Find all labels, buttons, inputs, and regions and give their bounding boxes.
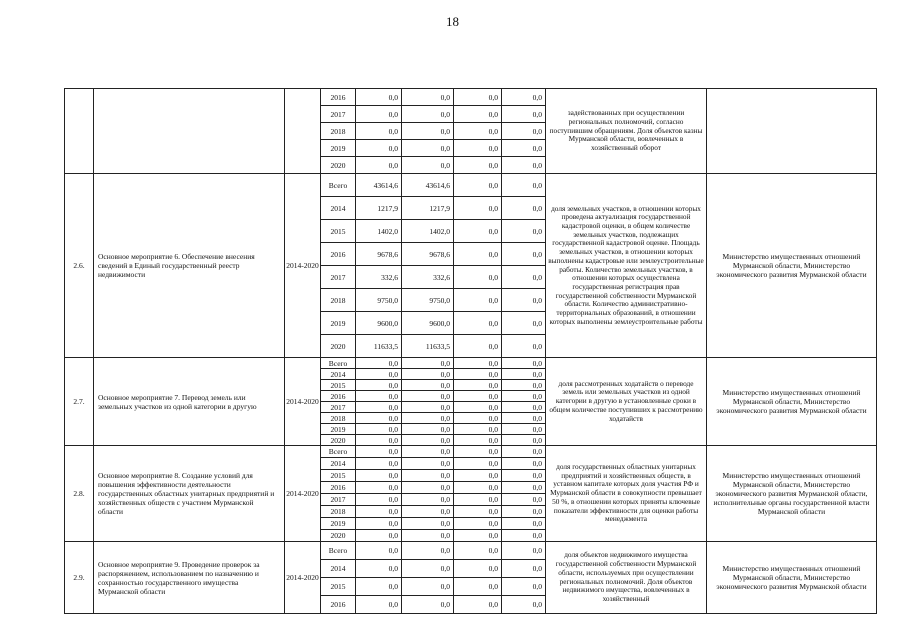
funding-value-cell: 9750,0 bbox=[356, 289, 402, 312]
item-number-cell bbox=[65, 89, 94, 174]
measure-name-cell: Основное мероприятие 9. Проведение проверок за распоряжением, использованием по назначению и сохранностью государственного имущества Мурманской области bbox=[94, 542, 285, 614]
funding-value-cell: 0,0 bbox=[454, 542, 502, 560]
funding-value-cell: 0,0 bbox=[454, 174, 502, 197]
funding-value-cell: 0,0 bbox=[454, 560, 502, 578]
year-cell: 2014 bbox=[321, 197, 356, 220]
funding-value-cell: 0,0 bbox=[454, 446, 502, 458]
funding-value-cell: 0,0 bbox=[454, 518, 502, 530]
funding-value-cell: 1217,9 bbox=[402, 197, 454, 220]
funding-value-cell: 0,0 bbox=[454, 578, 502, 596]
program-table bbox=[64, 88, 877, 614]
funding-value-cell: 0,0 bbox=[502, 518, 546, 530]
year-cell: 2016 bbox=[321, 596, 356, 614]
year-cell: 2018 bbox=[321, 123, 356, 140]
funding-value-cell: 0,0 bbox=[356, 413, 402, 424]
measure-name-cell: Основное мероприятие 7. Перевод земель или земельных участков из одной категории в другую bbox=[94, 358, 285, 446]
funding-value-cell: 0,0 bbox=[402, 518, 454, 530]
funding-value-cell: 0,0 bbox=[454, 424, 502, 435]
year-cell: 2019 bbox=[321, 518, 356, 530]
funding-value-cell: 0,0 bbox=[454, 380, 502, 391]
year-cell: 2020 bbox=[321, 435, 356, 446]
indicator-cell: доля государственных областных унитарных предприятий и хозяйственных обществ, в уставном капитале которых доля участия РФ и Мурманской области в совокупности превышает 50 %, в отношении которых приняты ключевые показатели эффективности для оценки работы менеджмента bbox=[546, 446, 707, 542]
funding-value-cell: 0,0 bbox=[356, 380, 402, 391]
funding-value-cell: 0,0 bbox=[454, 435, 502, 446]
funding-value-cell: 0,0 bbox=[402, 506, 454, 518]
page-number: 18 bbox=[446, 14, 459, 29]
year-cell: 2015 bbox=[321, 380, 356, 391]
funding-value-cell: 0,0 bbox=[402, 402, 454, 413]
year-cell: 2014 bbox=[321, 560, 356, 578]
year-cell: 2016 bbox=[321, 482, 356, 494]
funding-value-cell: 0,0 bbox=[454, 220, 502, 243]
funding-value-cell: 0,0 bbox=[402, 435, 454, 446]
funding-value-cell: 0,0 bbox=[356, 530, 402, 542]
funding-value-cell: 0,0 bbox=[356, 578, 402, 596]
funding-value-cell: 0,0 bbox=[454, 123, 502, 140]
table-row bbox=[65, 174, 877, 197]
funding-value-cell: 0,0 bbox=[356, 106, 402, 123]
funding-value-cell: 0,0 bbox=[502, 435, 546, 446]
funding-value-cell: 0,0 bbox=[502, 89, 546, 106]
funding-value-cell: 0,0 bbox=[502, 289, 546, 312]
funding-value-cell: 0,0 bbox=[402, 542, 454, 560]
funding-value-cell: 0,0 bbox=[402, 391, 454, 402]
funding-value-cell: 0,0 bbox=[454, 335, 502, 358]
funding-value-cell: 1402,0 bbox=[402, 220, 454, 243]
year-cell: 2015 bbox=[321, 578, 356, 596]
funding-value-cell: 0,0 bbox=[454, 106, 502, 123]
year-cell: 2019 bbox=[321, 424, 356, 435]
year-cell: 2017 bbox=[321, 402, 356, 413]
period-cell bbox=[285, 89, 321, 174]
funding-value-cell: 0,0 bbox=[402, 578, 454, 596]
funding-value-cell: 0,0 bbox=[502, 470, 546, 482]
funding-value-cell: 0,0 bbox=[454, 470, 502, 482]
year-cell: 2016 bbox=[321, 391, 356, 402]
funding-value-cell: 0,0 bbox=[454, 530, 502, 542]
funding-value-cell: 0,0 bbox=[502, 358, 546, 369]
funding-value-cell: 0,0 bbox=[402, 123, 454, 140]
funding-value-cell: 0,0 bbox=[356, 506, 402, 518]
executors-cell bbox=[707, 89, 877, 174]
funding-value-cell: 0,0 bbox=[454, 391, 502, 402]
funding-value-cell: 0,0 bbox=[502, 266, 546, 289]
funding-value-cell: 0,0 bbox=[356, 424, 402, 435]
funding-value-cell: 0,0 bbox=[502, 542, 546, 560]
funding-value-cell: 0,0 bbox=[402, 157, 454, 174]
year-cell: 2015 bbox=[321, 470, 356, 482]
funding-value-cell: 0,0 bbox=[454, 413, 502, 424]
year-cell: 2018 bbox=[321, 289, 356, 312]
funding-value-cell: 0,0 bbox=[402, 413, 454, 424]
funding-value-cell: 0,0 bbox=[502, 335, 546, 358]
funding-value-cell: 0,0 bbox=[454, 266, 502, 289]
funding-value-cell: 0,0 bbox=[454, 369, 502, 380]
funding-value-cell: 0,0 bbox=[356, 358, 402, 369]
funding-value-cell: 0,0 bbox=[356, 596, 402, 614]
funding-value-cell: 0,0 bbox=[502, 482, 546, 494]
table-row bbox=[65, 89, 877, 106]
funding-value-cell: 9750,0 bbox=[402, 289, 454, 312]
funding-value-cell: 0,0 bbox=[454, 289, 502, 312]
funding-value-cell: 332,6 bbox=[356, 266, 402, 289]
funding-value-cell: 0,0 bbox=[356, 470, 402, 482]
funding-value-cell: 0,0 bbox=[454, 596, 502, 614]
funding-value-cell: 1217,9 bbox=[356, 197, 402, 220]
table-row bbox=[65, 358, 877, 369]
executors-cell: Министерство имущественных отношений Мурманской области, Министерство экономического развития Мурманской области bbox=[707, 174, 877, 358]
funding-value-cell: 0,0 bbox=[402, 458, 454, 470]
funding-value-cell: 0,0 bbox=[402, 482, 454, 494]
funding-value-cell: 0,0 bbox=[502, 157, 546, 174]
funding-value-cell: 0,0 bbox=[454, 243, 502, 266]
indicator-cell: доля рассмотренных ходатайств о переводе земель или земельных участков из одной категории в другую в установленные сроки в общем количестве поступивших к рассмотрению ходатайств bbox=[546, 358, 707, 446]
funding-value-cell: 0,0 bbox=[356, 123, 402, 140]
funding-value-cell: 0,0 bbox=[356, 458, 402, 470]
funding-value-cell: 0,0 bbox=[502, 243, 546, 266]
item-number-cell: 2.8. bbox=[65, 446, 94, 542]
funding-value-cell: 0,0 bbox=[356, 89, 402, 106]
funding-value-cell: 0,0 bbox=[502, 220, 546, 243]
funding-value-cell: 0,0 bbox=[454, 140, 502, 157]
funding-value-cell: 0,0 bbox=[402, 140, 454, 157]
year-cell: 2014 bbox=[321, 369, 356, 380]
funding-value-cell: 0,0 bbox=[502, 106, 546, 123]
funding-value-cell: 0,0 bbox=[502, 369, 546, 380]
funding-value-cell: 0,0 bbox=[502, 560, 546, 578]
indicator-cell: доля объектов недвижимого имущества государственной собственности Мурманской области, используемых при осуществлении региональных полномочий. Доля объектов недвижимого имущества, вовлеченных в хозяйственный bbox=[546, 542, 707, 614]
indicator-cell: задействованных при осуществлении региональных полномочий, согласно поступившим обращениям. Доля объектов казны Мурманской области, вовлеченных в хозяйственный оборот bbox=[546, 89, 707, 174]
measure-name-cell: Основное мероприятие 8. Создание условий для повышения эффективности деятельности государственных областных унитарных предприятий и хозяйственных обществ с участием Мурманской области bbox=[94, 446, 285, 542]
year-cell: 2020 bbox=[321, 157, 356, 174]
funding-value-cell: 0,0 bbox=[356, 140, 402, 157]
year-cell: 2016 bbox=[321, 243, 356, 266]
funding-value-cell: 0,0 bbox=[402, 560, 454, 578]
funding-value-cell: 11633,5 bbox=[402, 335, 454, 358]
indicator-cell: доля земельных участков, в отношении которых проведена актуализация государственной кадастровой оценки, в общем количестве земельных участков, подлежащих государственной кадастровой оценке. Площадь земельных участков, в отношении которых выполнены кадастровые или землеустроительные работы. Количество земельных участков, в отношении которых осуществлена государственная регистрация прав государственной собственности Мурманской области. Количество административно-территориальных образований, в отношении которых выполнены землеустроительные работы bbox=[546, 174, 707, 358]
period-cell: 2014-2020 bbox=[285, 446, 321, 542]
funding-value-cell: 0,0 bbox=[502, 506, 546, 518]
funding-value-cell: 0,0 bbox=[502, 578, 546, 596]
funding-value-cell: 0,0 bbox=[402, 470, 454, 482]
funding-value-cell: 0,0 bbox=[502, 391, 546, 402]
funding-value-cell: 0,0 bbox=[402, 424, 454, 435]
year-cell: 2017 bbox=[321, 494, 356, 506]
item-number-cell: 2.7. bbox=[65, 358, 94, 446]
measure-name-cell bbox=[94, 89, 285, 174]
funding-value-cell: 0,0 bbox=[502, 123, 546, 140]
funding-value-cell: 43614,6 bbox=[402, 174, 454, 197]
funding-value-cell: 332,6 bbox=[402, 266, 454, 289]
funding-value-cell: 0,0 bbox=[356, 369, 402, 380]
item-number-cell: 2.9. bbox=[65, 542, 94, 614]
year-cell: Всего bbox=[321, 358, 356, 369]
year-cell: Всего bbox=[321, 174, 356, 197]
funding-value-cell: 0,0 bbox=[402, 358, 454, 369]
funding-value-cell: 0,0 bbox=[502, 413, 546, 424]
year-cell: 2015 bbox=[321, 220, 356, 243]
funding-value-cell: 43614,6 bbox=[356, 174, 402, 197]
funding-value-cell: 0,0 bbox=[356, 435, 402, 446]
year-cell: 2020 bbox=[321, 530, 356, 542]
executors-cell: Министерство имущественных отношений Мурманской области, Министерство экономического развития Мурманской области bbox=[707, 358, 877, 446]
funding-value-cell: 0,0 bbox=[502, 197, 546, 220]
funding-value-cell: 0,0 bbox=[502, 312, 546, 335]
year-cell: 2020 bbox=[321, 335, 356, 358]
funding-value-cell: 0,0 bbox=[502, 494, 546, 506]
funding-value-cell: 0,0 bbox=[356, 391, 402, 402]
year-cell: 2017 bbox=[321, 106, 356, 123]
funding-value-cell: 9678,6 bbox=[356, 243, 402, 266]
year-cell: Всего bbox=[321, 446, 356, 458]
measure-name-cell: Основное мероприятие 6. Обеспечение внесения сведений в Единый государственный реестр недвижимости bbox=[94, 174, 285, 358]
period-cell: 2014-2020 bbox=[285, 542, 321, 614]
funding-value-cell: 0,0 bbox=[454, 157, 502, 174]
year-cell: Всего bbox=[321, 542, 356, 560]
executors-cell: Министерство имущественных отношений Мурманской области, Министерство экономического развития Мурманской области bbox=[707, 542, 877, 614]
year-cell: 2019 bbox=[321, 140, 356, 157]
funding-value-cell: 0,0 bbox=[356, 560, 402, 578]
table-row bbox=[65, 542, 877, 560]
funding-value-cell: 0,0 bbox=[502, 446, 546, 458]
year-cell: 2018 bbox=[321, 506, 356, 518]
year-cell: 2016 bbox=[321, 89, 356, 106]
period-cell: 2014-2020 bbox=[285, 358, 321, 446]
funding-value-cell: 0,0 bbox=[502, 424, 546, 435]
funding-value-cell: 0,0 bbox=[502, 140, 546, 157]
funding-value-cell: 0,0 bbox=[356, 402, 402, 413]
funding-value-cell: 9600,0 bbox=[356, 312, 402, 335]
year-cell: 2014 bbox=[321, 458, 356, 470]
period-cell: 2014-2020 bbox=[285, 174, 321, 358]
funding-value-cell: 0,0 bbox=[402, 494, 454, 506]
funding-value-cell: 1402,0 bbox=[356, 220, 402, 243]
funding-value-cell: 0,0 bbox=[454, 482, 502, 494]
funding-value-cell: 0,0 bbox=[502, 458, 546, 470]
funding-value-cell: 0,0 bbox=[356, 446, 402, 458]
funding-value-cell: 0,0 bbox=[454, 358, 502, 369]
year-cell: 2018 bbox=[321, 413, 356, 424]
funding-value-cell: 0,0 bbox=[502, 402, 546, 413]
funding-value-cell: 0,0 bbox=[356, 518, 402, 530]
funding-value-cell: 0,0 bbox=[454, 197, 502, 220]
funding-value-cell: 0,0 bbox=[356, 482, 402, 494]
funding-value-cell: 0,0 bbox=[454, 458, 502, 470]
funding-value-cell: 0,0 bbox=[402, 530, 454, 542]
funding-value-cell: 0,0 bbox=[502, 174, 546, 197]
funding-value-cell: 0,0 bbox=[502, 380, 546, 391]
table-row bbox=[65, 446, 877, 458]
funding-value-cell: 9678,6 bbox=[402, 243, 454, 266]
funding-value-cell: 0,0 bbox=[454, 402, 502, 413]
funding-value-cell: 0,0 bbox=[356, 542, 402, 560]
executors-cell: Министерство имущественных отношений Мурманской области, Министерство экономического развития Мурманской области, исполнительные органы государственной власти Мурманской области bbox=[707, 446, 877, 542]
funding-value-cell: 0,0 bbox=[402, 596, 454, 614]
funding-value-cell: 0,0 bbox=[454, 89, 502, 106]
funding-value-cell: 9600,0 bbox=[402, 312, 454, 335]
funding-value-cell: 0,0 bbox=[402, 89, 454, 106]
funding-value-cell: 0,0 bbox=[502, 530, 546, 542]
funding-value-cell: 0,0 bbox=[454, 312, 502, 335]
funding-value-cell: 0,0 bbox=[356, 494, 402, 506]
funding-value-cell: 0,0 bbox=[402, 106, 454, 123]
funding-value-cell: 0,0 bbox=[402, 446, 454, 458]
funding-value-cell: 0,0 bbox=[402, 369, 454, 380]
funding-value-cell: 0,0 bbox=[454, 506, 502, 518]
year-cell: 2019 bbox=[321, 312, 356, 335]
funding-value-cell: 11633,5 bbox=[356, 335, 402, 358]
item-number-cell: 2.6. bbox=[65, 174, 94, 358]
funding-value-cell: 0,0 bbox=[454, 494, 502, 506]
funding-value-cell: 0,0 bbox=[356, 157, 402, 174]
year-cell: 2017 bbox=[321, 266, 356, 289]
funding-value-cell: 0,0 bbox=[502, 596, 546, 614]
funding-value-cell: 0,0 bbox=[402, 380, 454, 391]
